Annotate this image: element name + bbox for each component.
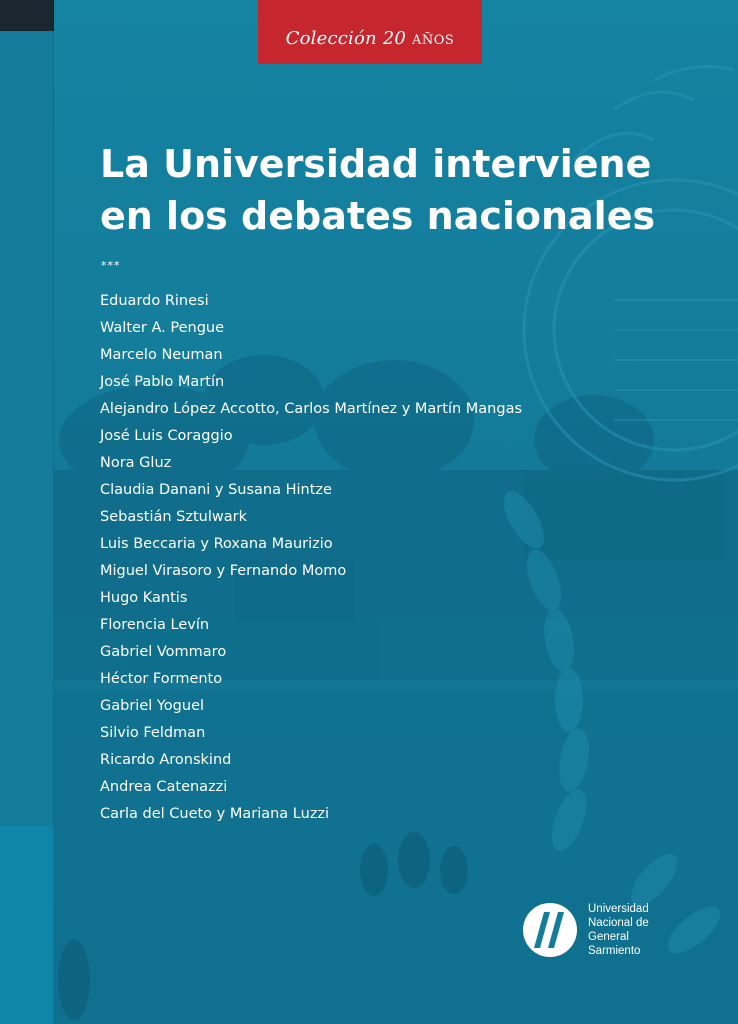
author-item: Marcelo Neuman	[100, 347, 223, 363]
cover-spine-lower	[0, 826, 54, 1024]
collection-label	[258, 28, 482, 49]
author-item: Héctor Formento	[100, 671, 223, 687]
author-item: Florencia Levín	[100, 617, 210, 633]
publisher-name	[588, 902, 649, 958]
author-list	[100, 288, 522, 828]
publisher-line-1: Universidad	[588, 903, 649, 915]
book-title	[100, 138, 700, 242]
publisher-logo	[522, 902, 682, 962]
collection-banner	[258, 0, 482, 64]
title-line-1: La Universidad interviene	[100, 142, 652, 186]
author-item: Gabriel Vommaro	[100, 644, 227, 660]
author-item: Sebastián Sztulwark	[100, 509, 247, 525]
collection-script: Colección 20	[285, 28, 407, 49]
author-item: Ricardo Aronskind	[100, 752, 232, 768]
publisher-line-2: Nacional de	[588, 917, 649, 929]
author-item: Alejandro López Accotto, Carlos Martínez y Martín Mangas	[100, 401, 523, 417]
collection-caps: AÑOS	[412, 33, 455, 48]
author-item: Hugo Kantis	[100, 590, 188, 606]
author-item: Eduardo Rinesi	[100, 293, 209, 309]
separator-stars: ***	[101, 259, 121, 272]
spine-divider	[53, 0, 54, 1024]
author-item: Walter A. Pengue	[100, 320, 225, 336]
author-item: Gabriel Yoguel	[100, 698, 205, 714]
author-item: Claudia Danani y Susana Hintze	[100, 482, 332, 498]
title-line-2: en los debates nacionales	[100, 194, 656, 238]
author-item: Silvio Feldman	[100, 725, 206, 741]
author-item: José Pablo Martín	[100, 374, 225, 390]
author-item: Luis Beccaria y Roxana Maurizio	[100, 536, 333, 552]
publisher-line-3: General	[588, 931, 629, 943]
author-item: Nora Gluz	[100, 455, 172, 471]
author-item: Miguel Virasoro y Fernando Momo	[100, 563, 347, 579]
author-item: Andrea Catenazzi	[100, 779, 228, 795]
author-item: José Luis Coraggio	[100, 428, 233, 444]
author-item: Carla del Cueto y Mariana Luzzi	[100, 806, 330, 822]
ungs-logo-icon	[522, 902, 578, 958]
cover-spine-top	[0, 0, 54, 31]
publisher-line-4: Sarmiento	[588, 945, 641, 957]
